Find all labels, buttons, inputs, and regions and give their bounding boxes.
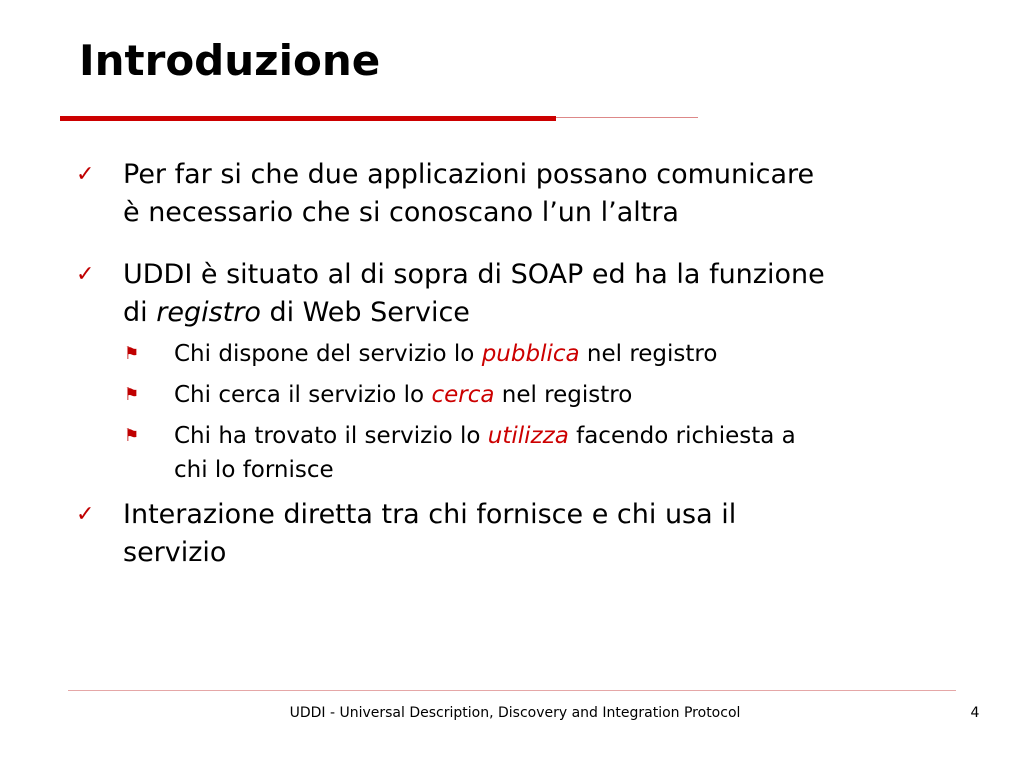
sub-bullet-3-emphasis: utilizza bbox=[487, 423, 569, 449]
bullet-2-emphasis: registro bbox=[156, 297, 261, 328]
sub-bullet-3-line-1 bbox=[174, 419, 964, 453]
sub-bullet-2-emphasis: cerca bbox=[431, 382, 495, 408]
page-number: 4 bbox=[970, 705, 980, 721]
bullet-2-suffix: di Web Service bbox=[260, 297, 470, 328]
bullet-1-line-1: Per far si che due applicazioni possano comunicare bbox=[123, 159, 815, 190]
sub-bullet-1-suffix: nel registro bbox=[579, 341, 718, 367]
title-underline-thick bbox=[60, 116, 556, 121]
bullet-3-line-1: Interazione diretta tra chi fornisce e chi usa il bbox=[123, 499, 737, 530]
footer-text: UDDI - Universal Description, Discovery and Integration Protocol bbox=[289, 705, 741, 721]
bullet-3 bbox=[76, 496, 963, 572]
flag-icon: ⚑ bbox=[124, 385, 140, 405]
footer-divider bbox=[68, 690, 956, 691]
sub-bullet-1-emphasis: pubblica bbox=[481, 341, 580, 367]
sub-bullet-1 bbox=[124, 337, 964, 371]
sub-bullet-2-prefix: Chi cerca il servizio lo bbox=[174, 382, 432, 408]
checkmark-icon: ✓ bbox=[76, 502, 95, 527]
bullet-2 bbox=[76, 256, 963, 332]
bullet-2-line-1: UDDI è situato al di sopra di SOAP ed ha la funzione bbox=[123, 259, 825, 290]
checkmark-icon: ✓ bbox=[76, 162, 95, 187]
flag-icon: ⚑ bbox=[124, 426, 140, 446]
sub-bullet-2-suffix: nel registro bbox=[494, 382, 633, 408]
checkmark-icon: ✓ bbox=[76, 262, 95, 287]
bullet-3-line-2: servizio bbox=[123, 537, 227, 568]
slide-title: Introduzione bbox=[79, 36, 381, 85]
title-underline-thin bbox=[556, 117, 698, 118]
bullet-2-prefix: di bbox=[123, 297, 157, 328]
sub-bullet-3-line-2: chi lo fornisce bbox=[174, 457, 334, 483]
bullet-1-line-2: è necessario che si conoscano l’un l’altra bbox=[123, 197, 679, 228]
flag-icon: ⚑ bbox=[124, 344, 140, 364]
sub-bullet-3-prefix: Chi ha trovato il servizio lo bbox=[174, 423, 488, 449]
sub-bullet-3-suffix: facendo richiesta a bbox=[568, 423, 796, 449]
sub-bullet-2 bbox=[124, 378, 964, 412]
sub-bullet-1-prefix: Chi dispone del servizio lo bbox=[174, 341, 482, 367]
bullet-1 bbox=[76, 156, 963, 232]
bullet-2-line-2 bbox=[123, 294, 963, 332]
sub-bullet-3 bbox=[124, 419, 964, 487]
